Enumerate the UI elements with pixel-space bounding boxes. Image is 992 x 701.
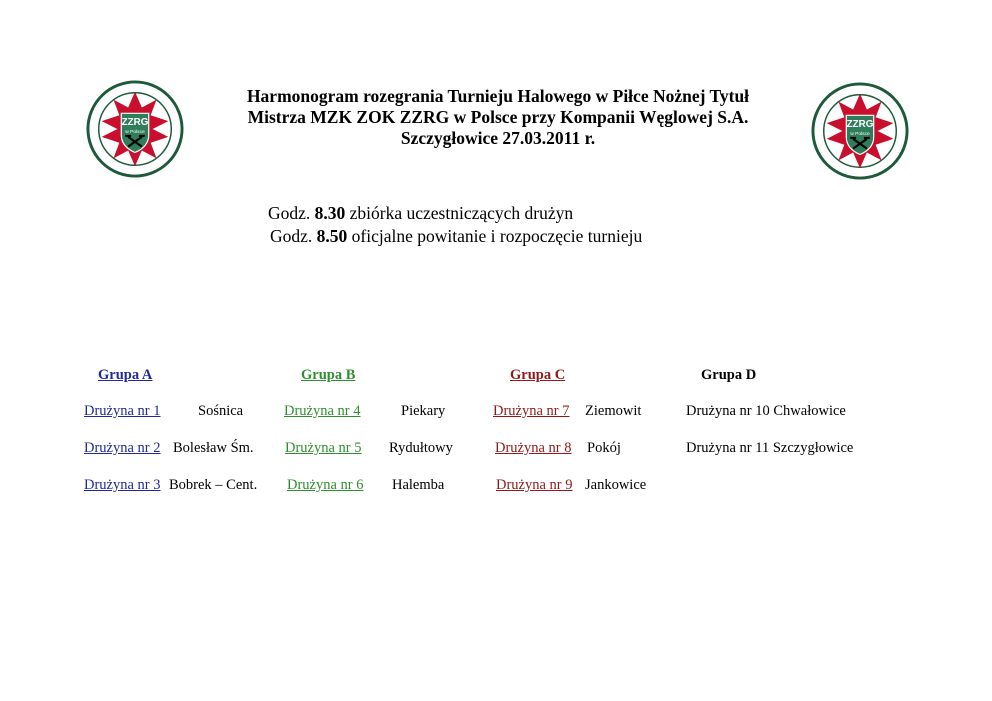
team-city-3: Bobrek – Cent. [169, 477, 258, 493]
svg-text:w Polsce: w Polsce [850, 131, 870, 137]
team-label-10 [686, 403, 846, 420]
team-link-8[interactable]: Drużyna nr 8 [495, 440, 572, 456]
team-city-2: Bolesław Śm. [173, 440, 254, 456]
schedule-text: zbiórka uczestniczących drużyn [345, 203, 574, 223]
group-c-heading: Grupa C [510, 367, 566, 383]
title-line-2: Mistrza MZK ZOK ZZRG w Polsce przy Kompanii Węglowej S.A. [247, 107, 749, 127]
team-link-2[interactable]: Drużyna nr 2 [84, 440, 161, 456]
title-line-1: Harmonogram rozegrania Turnieju Halowego w Piłce Nożnej Tytuł [246, 86, 750, 106]
schedule-text: oficjalne powitanie i rozpoczęcie turnieju [347, 226, 643, 246]
page-title [198, 86, 798, 149]
schedule-time: 8.50 [316, 226, 348, 246]
team-link-3[interactable]: Drużyna nr 3 [84, 477, 161, 493]
team-city-10: Chwałowice [773, 403, 846, 419]
team-city-1: Sośnica [198, 403, 244, 419]
team-link-1[interactable]: Drużyna nr 1 [84, 403, 161, 419]
team-city-8: Pokój [587, 440, 621, 456]
team-link-5[interactable]: Drużyna nr 5 [285, 440, 362, 456]
schedule-time: 8.30 [314, 203, 346, 223]
team-name-10: Drużyna nr 10 [686, 403, 770, 419]
title-line-3: Szczygłowice 27.03.2011 r. [400, 128, 596, 148]
team-name-11: Drużyna nr 11 [686, 440, 770, 456]
zzrg-emblem-icon [86, 80, 184, 178]
team-city-6: Halemba [392, 477, 445, 493]
schedule-line-gathering [268, 202, 642, 225]
team-city-9: Jankowice [585, 477, 647, 493]
group-b-heading: Grupa B [301, 367, 356, 383]
team-link-9[interactable]: Drużyna nr 9 [496, 477, 573, 493]
schedule [268, 202, 642, 248]
team-city-5: Rydułtowy [389, 440, 453, 456]
team-label-11 [686, 440, 853, 457]
group-d-heading: Grupa D [701, 367, 757, 383]
team-link-6[interactable]: Drużyna nr 6 [287, 477, 364, 493]
zzrg-emblem-icon [811, 82, 909, 180]
team-link-7[interactable]: Drużyna nr 7 [493, 403, 570, 419]
schedule-prefix: Godz. [268, 203, 315, 223]
team-city-7: Ziemowit [585, 403, 642, 419]
group-a-heading: Grupa A [98, 367, 153, 383]
schedule-line-opening [268, 225, 642, 248]
svg-text:ZZRG: ZZRG [121, 117, 149, 129]
schedule-prefix: Godz. [270, 226, 317, 246]
zzrg-logo-right [811, 82, 909, 180]
team-link-4[interactable]: Drużyna nr 4 [284, 403, 361, 419]
team-city-11: Szczygłowice [772, 440, 854, 456]
zzrg-logo-left [86, 80, 184, 178]
svg-text:w Polsce: w Polsce [125, 129, 145, 135]
team-city-4: Piekary [401, 403, 446, 419]
svg-text:ZZRG: ZZRG [846, 119, 874, 131]
